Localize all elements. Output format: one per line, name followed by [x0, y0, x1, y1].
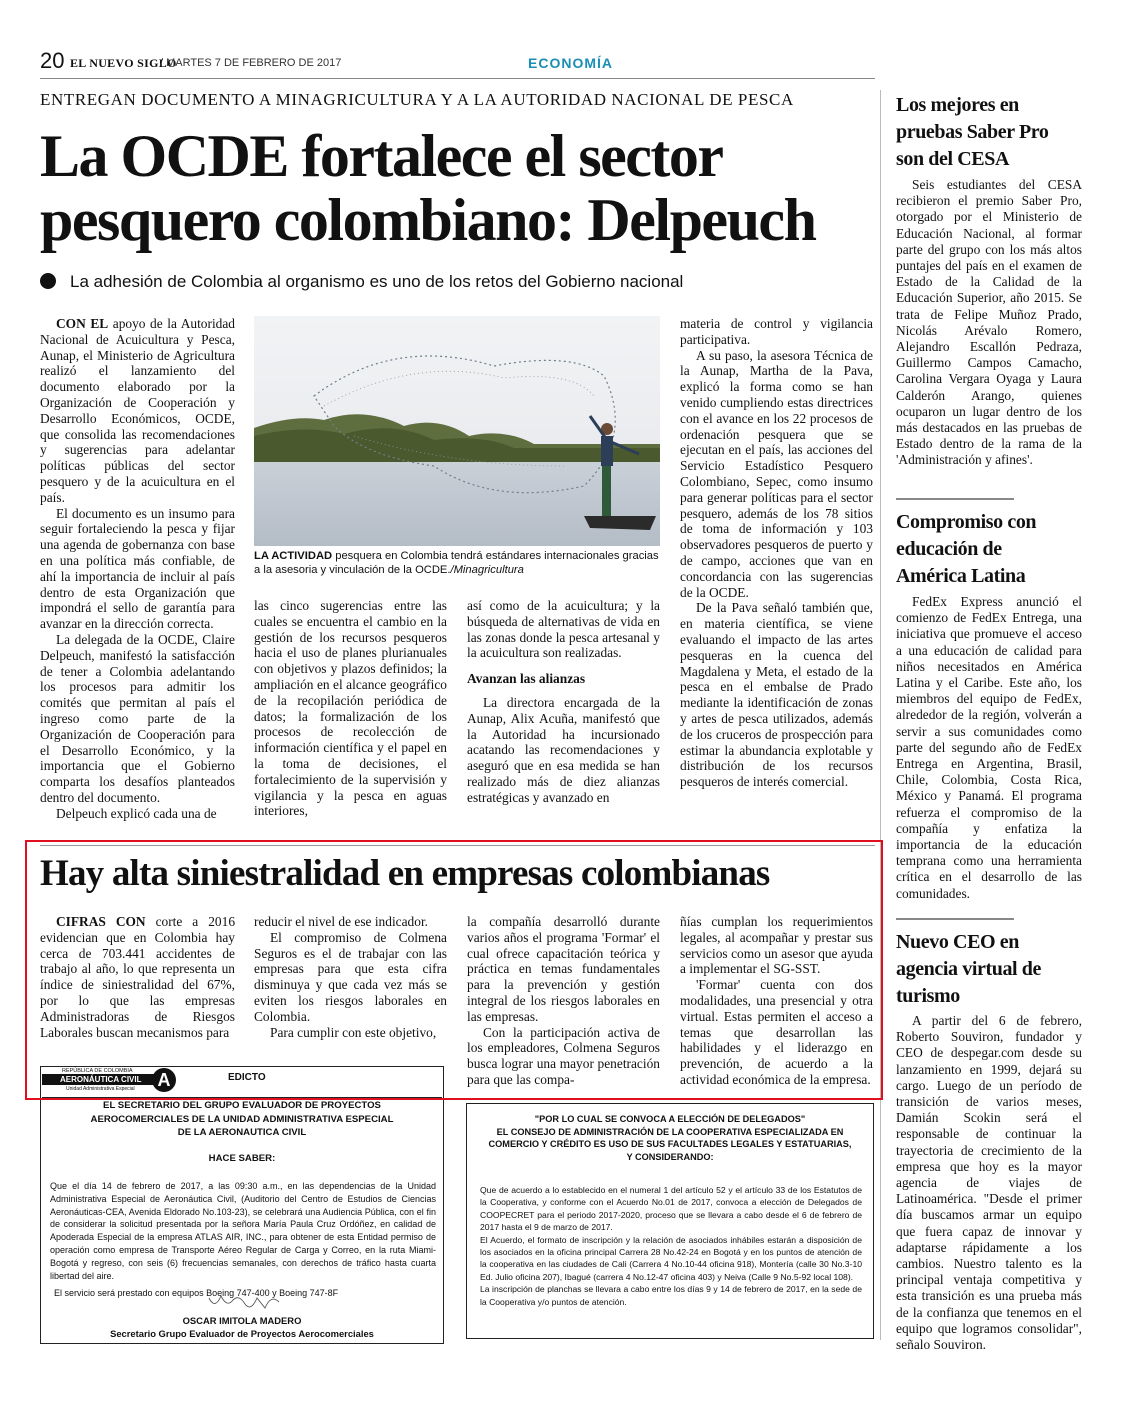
sidebar-separator	[896, 918, 1014, 920]
paragraph	[40, 316, 235, 506]
heading-line: EL SECRETARIO DEL GRUPO EVALUADOR DE PROYECTOS	[103, 1100, 381, 1111]
section-subtitle: Avanzan las alianzas	[467, 671, 586, 687]
paragraph: Que de acuerdo a lo establecido en el numeral 1 del artículo 52 y el artículo 33 de los Estatutos de la Cooperativa, y conforme con el Acuerdo No.01 de 2017, convoca a elección de Delegados de COOPECRET para el periodo 2017-2020, proceso que se llevara a cabo desde el 6 de febrero de 2017 hasta el 9 de marzo de 2017.	[480, 1185, 862, 1233]
sidebar-headline-2: Compromiso con educación de América Latina	[896, 511, 1037, 587]
fisherman-photo-image	[254, 316, 660, 546]
page-number: 20	[40, 48, 65, 73]
paragraph: La directora encargada de la Aunap, Alix Acuña, manifestó que la Autoridad ha incursionado acatando las recomendaciones y aseguró que en esa medida se han realizado más de diez alianzas estratégicas y avanzado en	[467, 694, 660, 805]
heading-line: AEROCOMERCIALES DE LA UNIDAD ADMINISTRATIVA ESPECIAL	[90, 1113, 394, 1125]
signature-scribble	[205, 1290, 285, 1314]
caption-lead: LA ACTIVIDAD	[254, 550, 333, 562]
paragraph: ñías cumplan los requerimientos legales, al acompañar y prestar sus servicios como un asesor que ayuda a implementar el SG-SST.	[680, 914, 873, 977]
paragraph: La inscripción de planchas se llevara a cabo entre los días 9 y 14 de febrero de 2017, en la sede de la Cooperativa y/o puntos de atención.	[480, 1284, 862, 1307]
edict-body: Que el día 14 de febrero de 2017, a las 09:30 a.m., en las dependencias de la Unidad Administrativa Especial de Aeronáutica Civil, (Auditorio del Centro de Estudios de Ciencias Aeronáuticas-CEA, Avenida Eldorado No.103-23), se celebrará una Audiencia Pública, con el fin de considerar la solicitud presentada por la señora María Paula Cruz Ordóñez, en calidad de Apoderada Especial de la empresa ATLAS AIR, INC., para obtener de esta Entidad permiso de operación como empresa de Transporte Aéreo Regular de Carga y Correo, en la ruta Miami- Bogotá y regreso, con seis (6) frecuencias semanales, con derechos de tráfico hasta cuarta libertad del aire.	[50, 1181, 436, 1281]
paragraph: El Acuerdo, el formato de inscripción y la relación de asociados inhábiles estarán a disposición de los asociados en la oficina principal Carrera 28 No.42-24 en Bogotá y en los puntos de atención de la cooperativa en las ciudades de Cali (Carrera 4 No.10-44 oficina 918), Montería (calle 30 No.3-10 Ed. Julio oficina 207), Ibagué (carrera 4 No.12-47 oficina 403) y Neiva (Calle 9 No.5-92 local 108).	[480, 1234, 862, 1282]
paragraph: De la Pava señaló también que, en materia científica, se viene evaluando el impacto de las artes pesqueras en la cuenca del Magdalena y Meta, el estado de la pesca en el embalse de Prado mediante la identificación de zonas y artes de pesca utilizados, además de los cruceros de prospección para estimar la abundancia explotable y distribución de los recursos pesqueros de interés comercial.	[680, 600, 873, 790]
sidebar-headline-3: Nuevo CEO en agencia virtual de turismo	[896, 931, 1042, 1007]
main-kicker: ENTREGAN DOCUMENTO A MINAGRICULTURA Y A LA AUTORIDAD NACIONAL DE PESCA	[40, 90, 794, 109]
sidebar-headline-1: Los mejores en pruebas Saber Pro son del CESA	[896, 94, 1049, 170]
paragraph: A su paso, la asesora Técnica de la Aunap, Martha de la Pava, explicó la forma como se han venido cumpliendo estas directrices con el avance en los 22 procesos de ordenación pesquera que se ejecutan en el país, las acciones del Servicio Estadístico Pesquero Colombiano, Sepec, como insumo para generar políticas para el sector pesquero, además de los 78 sitios de toma de información y 103 observadores pesqueros de puerto y de campo, acciones que van en concordancia con las sugerencias de la OCDE.	[680, 347, 873, 600]
sidebar-text-2	[896, 594, 1082, 902]
edict-title: EDICTO	[228, 1072, 266, 1083]
caption-text: pesquera en Colombia tendrá estándares internacionales gracias a la asesoria y vinculación de la OCDE.	[254, 550, 659, 576]
photo-caption	[254, 549, 660, 577]
main-headline: La OCDE fortalece el sector pesquero colombiano: Delpeuch	[40, 123, 816, 253]
main-subhead	[40, 272, 880, 292]
paragraph: Seis estudiantes del CESA recibieron el premio Saber Pro, otorgado por el Ministerio de Educación Nacional, al formar parte del grupo con los más altos puntajes del país en el examen de Estado de la Calidad de la Educación Superior, año 2015. Se trata de Felipe Muñoz Prado, Nicolás Arévalo Romero, Alejandro Escallón Pedraza, Guillermo Campos Camacho, Carolina Vergara Oyaga y Laura Calderón Arango, quienes ocuparon un lugar dentro de los más destacados en las pruebas de Estado dentro de la rama de la 'Administración y afines'.	[896, 177, 1082, 468]
paragraph: reducir el nivel de ese indicador.	[254, 914, 429, 929]
paragraph-text: apoyo de la Autoridad Nacional de Acuicultura y Pesca, Aunap, el Ministerio de Agricultura realizó el lanzamiento del documento elaborado por la Organización de Cooperación y Desarrollo Económicos, OCDE, que consolida las recomendaciones y sugerencias para adelantar políticas públicas del sector pesquero y de la acuicultura en el país.	[40, 316, 235, 505]
section-name: ECONOMÍA	[528, 55, 613, 71]
paragraph: materia de control y vigilancia participativa.	[680, 316, 873, 347]
paragraph: El compromiso de Colmena Seguros es el de trabajar con las empresas para que esta cifra disminuya y que cada vez más se eviten los riesgos laborales en Colombia.	[254, 929, 447, 1024]
fisherman-photo	[254, 316, 660, 546]
lead-words: CIFRAS CON	[56, 914, 146, 929]
logo-a-icon: A	[152, 1068, 176, 1092]
heading-line: COMERCIO Y CRÉDITO ES USO DE SUS FACULTADES LEGALES Y ESTATUARIAS,	[488, 1139, 852, 1150]
paragraph: A partir del 6 de febrero, Roberto Souviron, fundador y CEO de despegar.com desde su lanzamiento en 1999, dejará su cargo. Luego de un período de transición de varios meses, Damián Scokin será el responsable de continuar la trayectoria de crecimiento de la empresa que hoy es la mayor agencia de viajes de Latinoamérica. "Desde el primer día buscamos armar un equipo que fuera capaz de innovar y adaptarse rápidamente a los cambios. Nuestro talento es la principal ventaja competitiva y esta transición es una prueba más de la confianza que tenemos en el equipo que logramos consolidar", señalo Souviron.	[896, 1013, 1082, 1353]
heading-line: DE LA AERONAUTICA CIVIL	[177, 1127, 307, 1138]
paper-date: / MARTES 7 DE FEBRERO DE 2017	[160, 57, 342, 69]
sidebar-rule	[880, 90, 881, 1340]
signer-name: OSCAR IMITOLA MADERO	[182, 1315, 302, 1326]
main-column-4	[680, 316, 873, 790]
edict-heading	[40, 1099, 444, 1140]
subhead-text: La adhesión de Colombia al organismo es uno de los retos del Gobierno nacional	[70, 272, 684, 291]
heading-line: EL CONSEJO DE ADMINISTRACIÓN DE LA COOPERATIVA ESPECIALIZADA EN	[496, 1126, 844, 1137]
edict-hace-saber: HACE SABER:	[208, 1153, 276, 1164]
main-column-1	[40, 316, 235, 822]
paragraph: Con la participación activa de los empleadores, Colmena Seguros busca lograr una mayor penetración para que las compa-	[467, 1024, 660, 1087]
paragraph: así como de la acuicultura; y la búsqueda de alternativas de vida en las zonas donde la pesca artesanal y la acuicultura son realizadas.	[467, 598, 660, 661]
lead-words: CON EL	[56, 316, 109, 331]
paper-name: EL NUEVO SIGLO	[70, 56, 177, 70]
highlight-box	[25, 840, 883, 1100]
sidebar-text-3	[896, 1013, 1082, 1353]
paragraph: las cinco sugerencias entre las cuales se encuentra el cambio en la gestión de los recursos pesqueros hacia el uso de planes plurianuales con objetivos y plazos definidos; la ampliación en el alcance geográfico de la recopilación periódica de datos; la formalización de los procesos de recolección de información científica y el papel en la toma de decisiones, el fortalecimiento de la supervisión y vigilancia y la pesca en aguas interiores,	[254, 598, 447, 819]
paragraph: 'Formar' cuenta con dos modalidades, una presencial y otra virtual. Estas permiten el acceso a temas que desarrollan las habilidades y el liderazgo en prevención, de acuerdo a la actividad económica de la empresa.	[680, 977, 873, 1087]
paragraph: FedEx Express anunció el comienzo de FedEx Entrega, una iniciativa que promueve el acceso a una educación de calidad para niños necesitados en América Latina y el Caribe. Este año, los miembros del equipo de FedEx, alrededor de la región, volverán a servir a sus comunidades como parte del segundo año de FedEx Entrega en Argentina, Brasil, Chile, Colombia, Costa Rica, México y Panamá. El programa refuerza el compromiso de la compañía y enfatiza la importancia de la educación temprana como una herramienta crítica en el desarrollo de las comunidades.	[896, 594, 1082, 901]
edict-right-heading	[466, 1113, 874, 1163]
bullet-icon	[40, 273, 56, 289]
logo-small-text: REPÚBLICA DE COLOMBIA	[62, 1068, 133, 1074]
caption-credit: /Minagricultura	[450, 564, 524, 576]
logo-name: AERONÁUTICA CIVIL	[60, 1075, 142, 1084]
main-column-2	[254, 598, 447, 819]
edict-right-body	[480, 1184, 862, 1308]
sidebar-separator	[896, 498, 1014, 500]
paragraph: Delpeuch explicó cada una de	[56, 805, 217, 821]
paragraph: Para cumplir con este objetivo,	[270, 1024, 437, 1040]
edict-service: El servicio será prestado con equipos Boeing 747-400 y Boeing 747-8F	[54, 1288, 339, 1298]
edict-signature	[40, 1314, 444, 1340]
paragraph: La delegada de la OCDE, Claire Delpeuch, manifestó la satisfacción de tener a Colombia adelantando los procesos para admitir los comités que permitan al país el ingreso como parte de la Organización de Cooperación para el Desarrollo Económico, y la importancia que el Gobierno comparta los desafíos planteados dentro del documento.	[40, 631, 235, 805]
signer-title: Secretario Grupo Evaluador de Proyectos Aerocomerciales	[110, 1328, 374, 1339]
heading-line: Y CONSIDERANDO:	[626, 1151, 714, 1162]
paragraph-text: corte a 2016 evidencian que en Colombia hay cerca de 703.441 accidentes de trabajo al año, lo que representa un índice de siniestralidad del 67%, por lo que las empresas Administradoras de Riesgos Laborales buscan mecanismos para	[40, 914, 236, 1040]
paragraph: la compañía desarrolló durante varios años el programa 'Formar' el cual ofrece capacitación teórica y práctica en temas fundamentales para la prevención y gestión integral de los riesgos laborales en las empresas.	[467, 914, 660, 1024]
heading-line: "POR LO CUAL SE CONVOCA A ELECCIÓN DE DELEGADOS"	[534, 1114, 806, 1124]
boxed-headline: Hay alta siniestralidad en empresas colombianas	[40, 853, 770, 894]
paragraph: El documento es un insumo para seguir fortaleciendo la pesca y fijar una agenda de gobernanza con base en una política más confiable, de ahí la importancia de incluir al país dentro de esta Organización que impondrá el sello de garantía para avanzar en la dirección correcta.	[40, 505, 235, 632]
sidebar-text-1	[896, 177, 1082, 469]
main-column-3	[467, 598, 660, 806]
logo-sub: Unidad Administrativa Especial	[66, 1086, 135, 1092]
